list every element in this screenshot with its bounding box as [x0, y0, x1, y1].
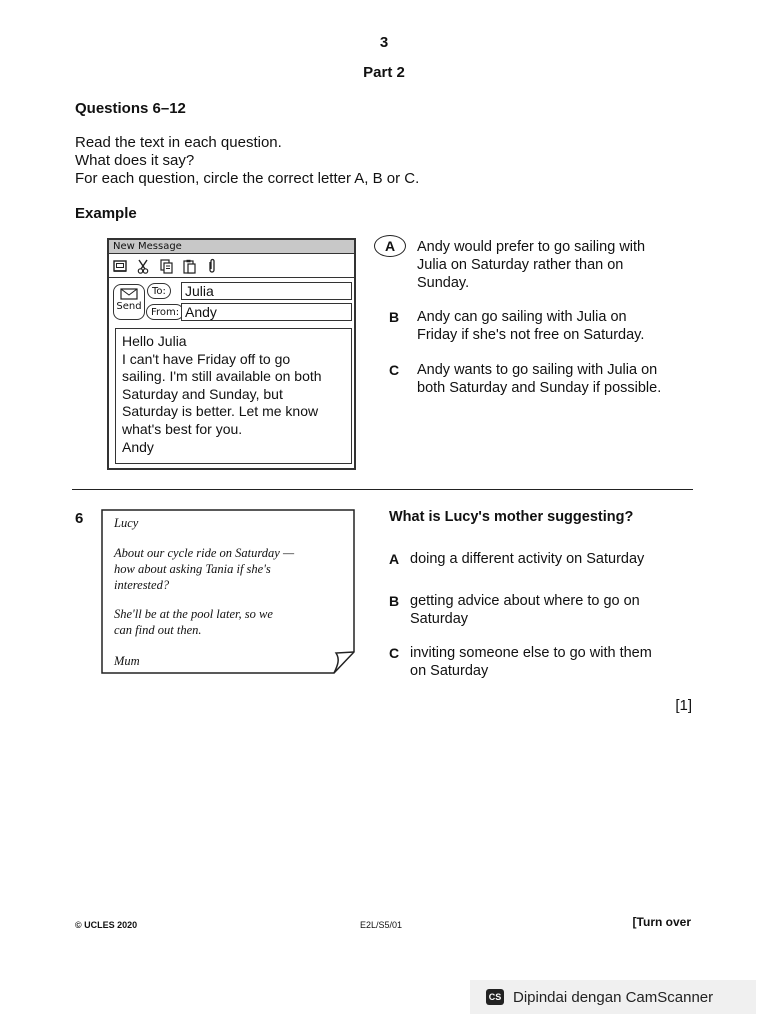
camscanner-watermark [470, 980, 756, 1014]
email-body-line: Saturday is better. Let me know [122, 403, 319, 420]
q6-option-a-letter[interactable]: A [389, 551, 400, 567]
example-heading: Example [75, 205, 137, 222]
note-line: how about asking Tania if she's [114, 562, 271, 576]
option-line: Julia on Saturday rather than on [417, 257, 624, 273]
paperclip-icon [205, 258, 219, 274]
example-option-c-text [417, 361, 661, 397]
example-option-b-text [417, 308, 644, 344]
option-a-circle[interactable] [374, 235, 406, 257]
from-field[interactable]: Andy [181, 303, 352, 321]
email-body-line: Andy [122, 438, 154, 455]
email-body [115, 328, 352, 464]
instruction-line: Read the text in each question. [75, 134, 282, 151]
option-line: both Saturday and Sunday if possible. [417, 380, 662, 396]
option-line: getting advice about where to go on [410, 593, 640, 609]
marks-label: [1] [675, 697, 692, 714]
footer-copyright: © UCLES 2020 [75, 920, 138, 930]
questions-heading: Questions 6–12 [75, 100, 186, 117]
copy-icon [159, 258, 173, 274]
option-line: Andy wants to go sailing with Julia on [417, 362, 658, 378]
camscanner-text: Dipindai dengan CamScanner [513, 988, 714, 1006]
note-line: She'll be at the pool later, so we [114, 607, 273, 621]
option-line: Friday if she's not free on Saturday. [417, 327, 645, 343]
email-toolbar [113, 257, 219, 275]
q6-option-c-letter[interactable]: C [389, 645, 400, 661]
instructions [75, 134, 419, 188]
option-line: Sunday. [417, 275, 470, 291]
q6-option-b-text [410, 592, 640, 628]
option-line: Andy would prefer to go sailing with [417, 239, 646, 255]
to-label: To: [147, 283, 171, 299]
note-paragraph-2 [114, 606, 273, 638]
note-line: interested? [114, 578, 170, 592]
email-body-line: Hello Julia [122, 333, 187, 349]
question-text: What is Lucy's mother suggesting? [389, 509, 634, 525]
note-paragraph-1 [114, 545, 294, 593]
q6-option-c-text [410, 644, 652, 680]
email-window-title: New Message [109, 240, 354, 254]
email-body-line: Saturday and Sunday, but [122, 385, 283, 402]
toolbar-divider [109, 277, 354, 278]
instruction-line: What does it say? [75, 152, 195, 169]
question-number: 6 [75, 510, 84, 527]
part-title: Part 2 [363, 64, 405, 81]
email-body-line: I can't have Friday off to go [122, 350, 291, 367]
camscanner-logo-icon: CS [486, 989, 504, 1005]
to-field[interactable]: Julia [181, 282, 352, 300]
q6-option-a-text [410, 550, 644, 568]
from-label: From: [146, 304, 184, 320]
q6-option-b-letter[interactable]: B [389, 593, 400, 609]
envelope-icon [120, 288, 138, 300]
section-divider [72, 489, 693, 490]
instruction-line: For each question, circle the correct letter A, B or C. [75, 170, 420, 187]
email-window [107, 238, 356, 470]
email-body-line: what's best for you. [122, 420, 243, 437]
email-body-line: sailing. I'm still available on both [122, 368, 322, 385]
option-line: inviting someone else to go with them [410, 645, 652, 661]
footer-code: E2L/S5/01 [360, 920, 403, 930]
note-line: can find out then. [114, 623, 202, 637]
send-label: Send [116, 301, 142, 312]
note-salutation: Lucy [114, 516, 139, 530]
option-line: Saturday [410, 611, 469, 627]
option-line: doing a different activity on Saturday [410, 551, 645, 567]
example-option-b-letter[interactable]: B [389, 309, 400, 325]
option-line: Andy can go sailing with Julia on [417, 309, 627, 325]
send-button[interactable] [113, 284, 145, 320]
note-signature: Mum [114, 654, 140, 668]
paste-icon [182, 258, 196, 274]
page-number: 3 [379, 34, 389, 51]
mailbox-icon [113, 258, 127, 274]
footer-turn-over: [Turn over [632, 915, 691, 929]
scissors-icon [136, 258, 150, 274]
example-option-a-text [417, 238, 645, 292]
note-line: About our cycle ride on Saturday — [114, 546, 295, 560]
option-line: on Saturday [410, 663, 489, 679]
example-option-c-letter[interactable]: C [389, 362, 400, 378]
option-letter: A [384, 238, 396, 254]
